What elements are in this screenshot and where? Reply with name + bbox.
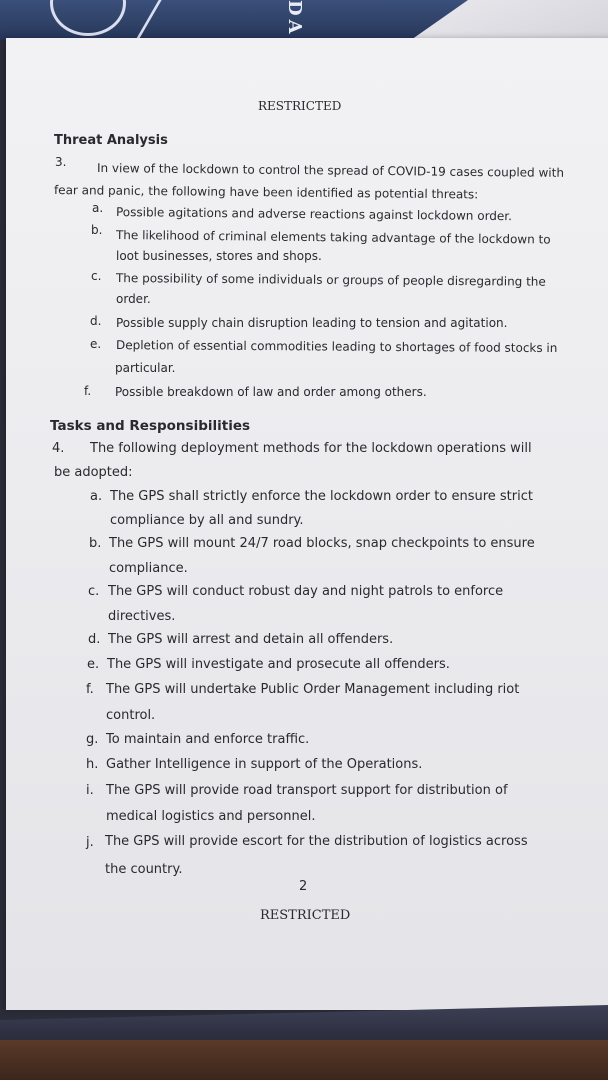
task-item-text: control. (106, 708, 156, 723)
threat-item-text: The likelihood of criminal elements taking advantage of the lockdown to (115, 228, 551, 247)
header-fragment-text: DA (284, 0, 305, 38)
classification-top: RESTRICTED (258, 99, 342, 113)
task-item-label: f. (86, 682, 94, 697)
task-item-text: The GPS will provide escort for the distribution of logistics across (105, 834, 528, 849)
threat-item-label: e. (90, 337, 102, 351)
tasks-heading: Tasks and Responsibilities (50, 418, 251, 434)
task-item-label: i. (86, 783, 94, 798)
task-item-label: j. (86, 835, 94, 850)
task-item-text: the country. (105, 862, 183, 877)
task-item-label: d. (88, 632, 101, 647)
page-number: 2 (299, 879, 308, 894)
threat-item-label: d. (90, 314, 102, 328)
task-item-text: To maintain and enforce traffic. (106, 732, 310, 747)
threat-intro-line1: In view of the lockdown to control the spread of COVID-19 cases coupled with (96, 161, 565, 180)
threat-item-text: Depletion of essential commodities leading to shortages of food stocks in (115, 338, 558, 356)
tasks-intro-line2: be adopted: (54, 465, 133, 480)
task-item-text: compliance by all and sundry. (110, 513, 304, 528)
threat-item-text: Possible supply chain disruption leading to tension and agitation. (116, 316, 508, 330)
task-item-label: h. (86, 757, 99, 772)
threat-item-text: The possibility of some individuals or groups of people disregarding the (115, 271, 546, 289)
task-item-text: The GPS shall strictly enforce the lockdown order to ensure strict (110, 489, 533, 504)
classification-bottom: RESTRICTED (260, 908, 351, 923)
task-item-text: The GPS will undertake Public Order Management including riot (106, 682, 520, 697)
threat-item-text: Possible breakdown of law and order among others. (115, 385, 427, 399)
task-item-text: The GPS will arrest and detain all offenders. (108, 632, 394, 647)
task-item-text: The GPS will conduct robust day and night patrols to enforce (108, 584, 504, 599)
threat-analysis-heading: Threat Analysis (54, 133, 168, 148)
task-item-text: directives. (108, 609, 176, 624)
threat-intro-line2: fear and panic, the following have been identified as potential threats: (53, 183, 479, 202)
task-item-label: c. (88, 584, 100, 599)
task-item-text: The GPS will provide road transport support for distribution of (106, 783, 508, 798)
task-item-text: Gather Intelligence in support of the Operations. (106, 757, 423, 772)
threat-item-text: loot businesses, stores and shops. (116, 249, 322, 263)
task-item-text: compliance. (109, 561, 188, 576)
threat-item-label: a. (92, 201, 104, 215)
tasks-para-number: 4. (52, 441, 65, 456)
threat-item-label: c. (91, 269, 102, 283)
threat-item-text: particular. (115, 361, 176, 375)
tasks-intro-line1: The following deployment methods for the lockdown operations will (90, 441, 532, 456)
threat-item-label: f. (84, 384, 92, 398)
threat-item-text: Possible agitations and adverse reactions against lockdown order. (115, 205, 513, 224)
threat-item-text: order. (116, 292, 151, 306)
task-item-text: The GPS will mount 24/7 road blocks, snap checkpoints to ensure (109, 536, 535, 551)
task-item-label: g. (86, 732, 99, 747)
task-item-label: b. (89, 536, 102, 551)
threat-para-number: 3. (55, 155, 67, 169)
threat-item-label: b. (91, 223, 103, 237)
task-item-label: a. (90, 489, 103, 504)
task-item-text: medical logistics and personnel. (106, 809, 316, 824)
task-item-label: e. (87, 657, 100, 672)
task-item-text: The GPS will investigate and prosecute all offenders. (107, 657, 450, 672)
